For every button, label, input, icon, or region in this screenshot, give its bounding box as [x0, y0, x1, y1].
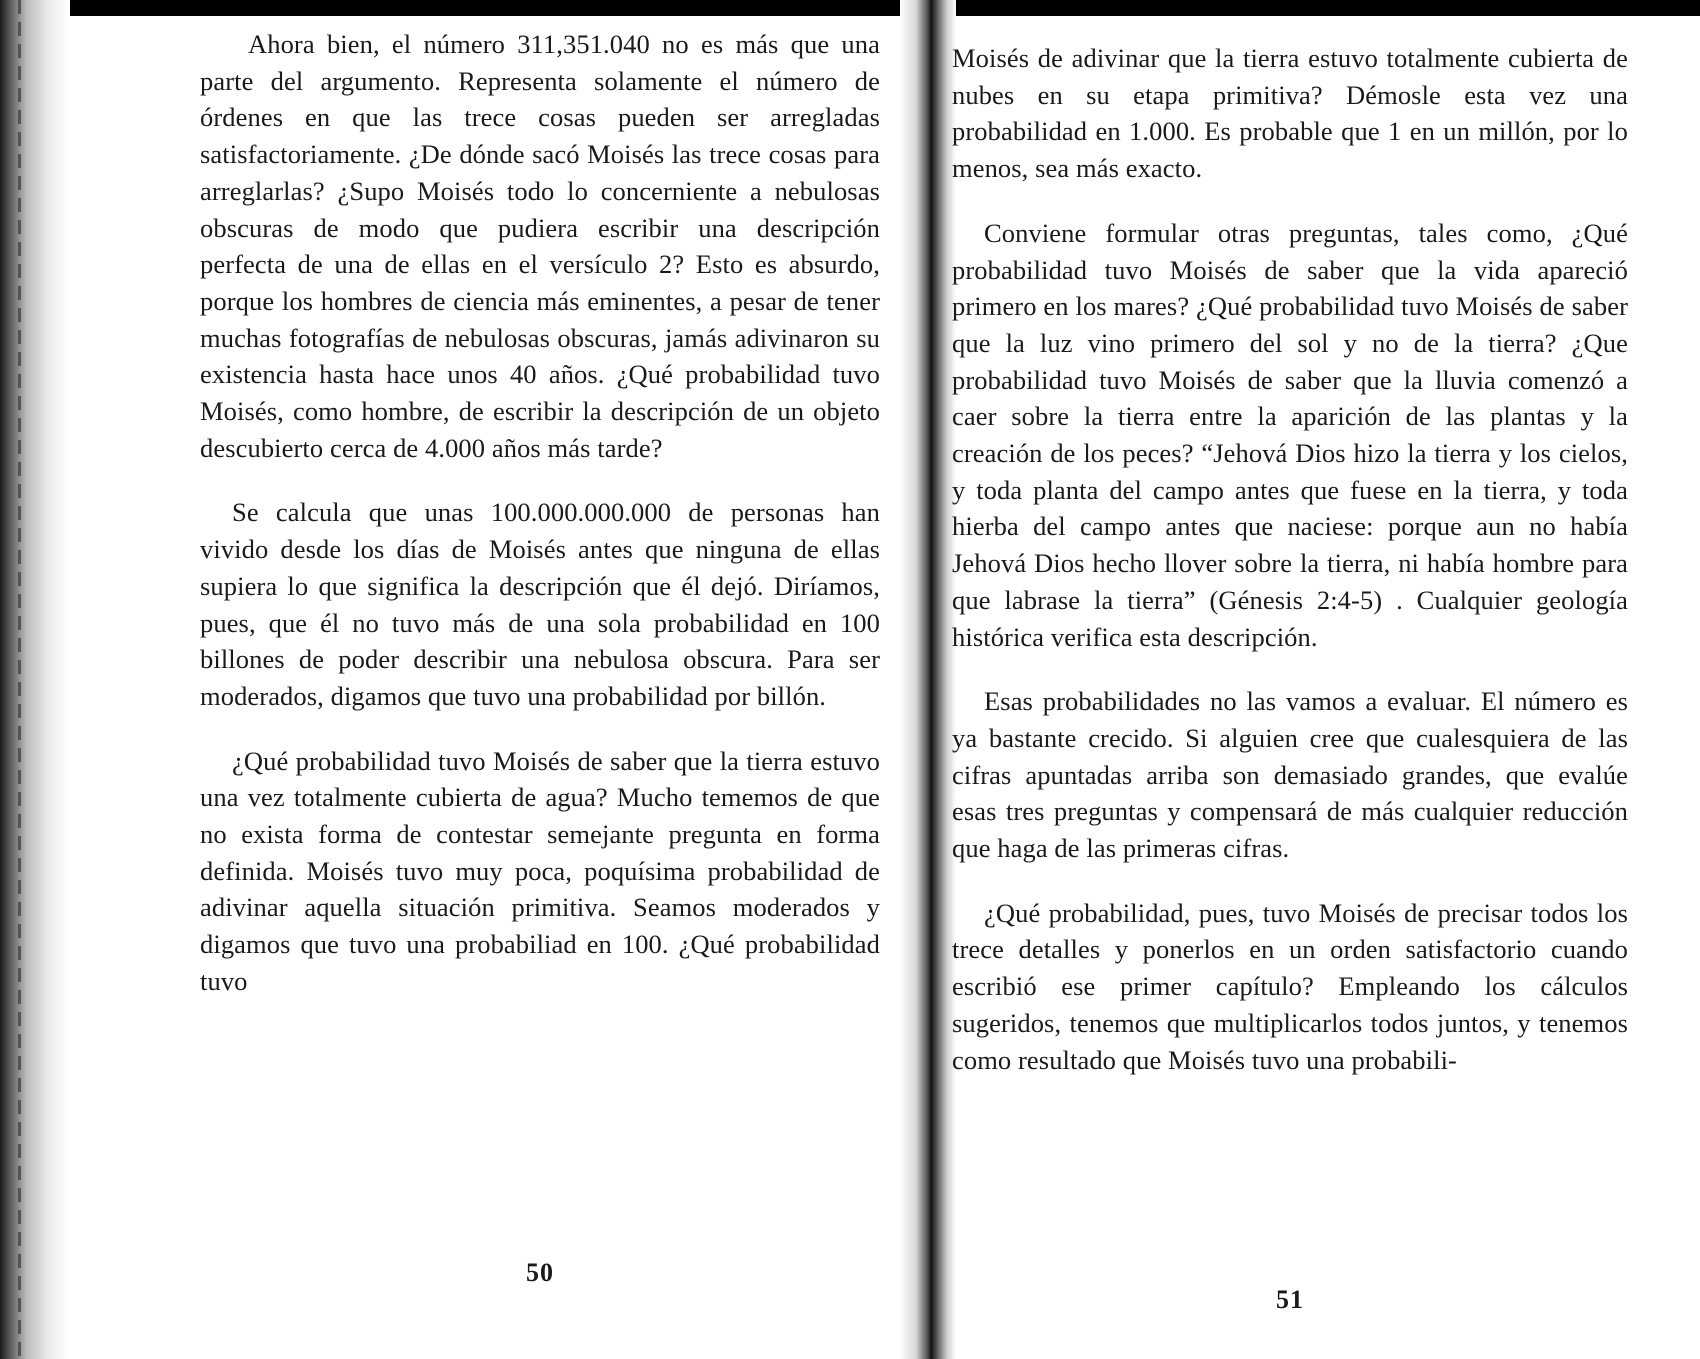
- right-page: [952, 0, 1628, 1359]
- left-page-number: 50: [526, 1258, 554, 1287]
- left-paragraph-3: ¿Qué probabilidad tuvo Moisés de saber que la tierra estuvo una vez totalmente cubierta de agua? Mucho tememos de que no exista forma de contestar semejante pregunta en forma definida. Moisés tuvo muy poca, poquísima probabilidad de adivinar aquella situación primitiva. Seamos moderados y digamos que tuvo una probabiliad en 100. ¿Qué probabilidad tuvo: [200, 745, 880, 996]
- left-paragraph-1: Ahora bien, el número 311,351.040 no es más que una parte del argumento. Representa solamente el número de órdenes en que las trece cosas pueden ser arregladas satisfactoriamente. ¿De dónde sacó Moisés las trece cosas para arreglarlas? ¿Supo Moisés todo lo concerniente a nebulosas obscuras de modo que pudiera escribir una descripción perfecta de una de ellas en el versículo 2? Esto es absurdo, porque los hombres de ciencia más eminentes, a pesar de tener muchas fotografías de nebulosas obscuras, jamás adivinaron su existencia hasta hace unos 40 años. ¿Qué probabilidad tuvo Moisés, como hombre, de escribir la descripción de un objeto descubierto cerca de 4.000 años más tarde?: [200, 29, 880, 463]
- right-paragraph-2: Conviene formular otras preguntas, tales como, ¿Qué probabilidad tuvo Moisés de saber que la vida apareció primero en los mares? ¿Qué probabilidad tuvo Moisés de saber que la luz vino primero del sol y no de la tierra? ¿Que probabilidad tuvo Moisés de saber que la lluvia comenzó a caer sobre la tierra entre la aparición de las plantas y la creación de los peces? “Jehová Dios hizo la tierra y los cielos, y toda planta del campo antes que fuese en la tierra, y toda hierba del campo antes que naciese: porque aun no había Jehová Dios hecho llover sobre la tierra, ni había hombre para que labrase la tierra” (Génesis 2:4-5) . Cualquier geología histórica verifica esta descripción.: [952, 217, 1628, 652]
- right-page-body: [952, 40, 1628, 1106]
- left-paragraph-2: Se calcula que unas 100.000.000.000 de personas han vivido desde los días de Moisés antes que ninguna de ellas supiera lo que significa la descripción que él dejó. Diríamos, pues, que él no tuvo más de una sola probabilidad en 100 billones de poder describir una nebulosa obscura. Para ser moderados, digamos que tuvo una probabilidad por billón.: [200, 497, 880, 711]
- right-page-number: 51: [1276, 1285, 1304, 1314]
- right-paragraph-4: ¿Qué probabilidad, pues, tuvo Moisés de precisar todos los trece detalles y ponerlos en un orden satisfactorio cuando escribió ese primer capítulo? Empleando los cálculos sugeridos, tenemos que multiplicarlos todos juntos, y tenemos como resultado que Moisés tuvo una probabili-: [952, 897, 1628, 1075]
- book-gutter-shadow: [900, 0, 956, 1359]
- right-paragraph-1: Moisés de adivinar que la tierra estuvo totalmente cubierta de nubes en su etapa primitiva? Démosle esta vez una probabilidad en 1.000. Es probable que 1 en un millón, por lo menos, sea más exacto.: [952, 43, 1628, 184]
- left-page: [200, 0, 880, 1359]
- left-page-body: [200, 26, 880, 1028]
- right-paragraph-3: Esas probabilidades no las vamos a evaluar. El número es ya bastante crecido. Si alguien cree que cualesquiera de las cifras apuntadas arriba son demasiado grandes, que evalúe esas tres preguntas y compensará de más cualquier reducción que haga de las primeras cifras.: [952, 686, 1628, 864]
- book-left-edge-shadow: [0, 0, 70, 1359]
